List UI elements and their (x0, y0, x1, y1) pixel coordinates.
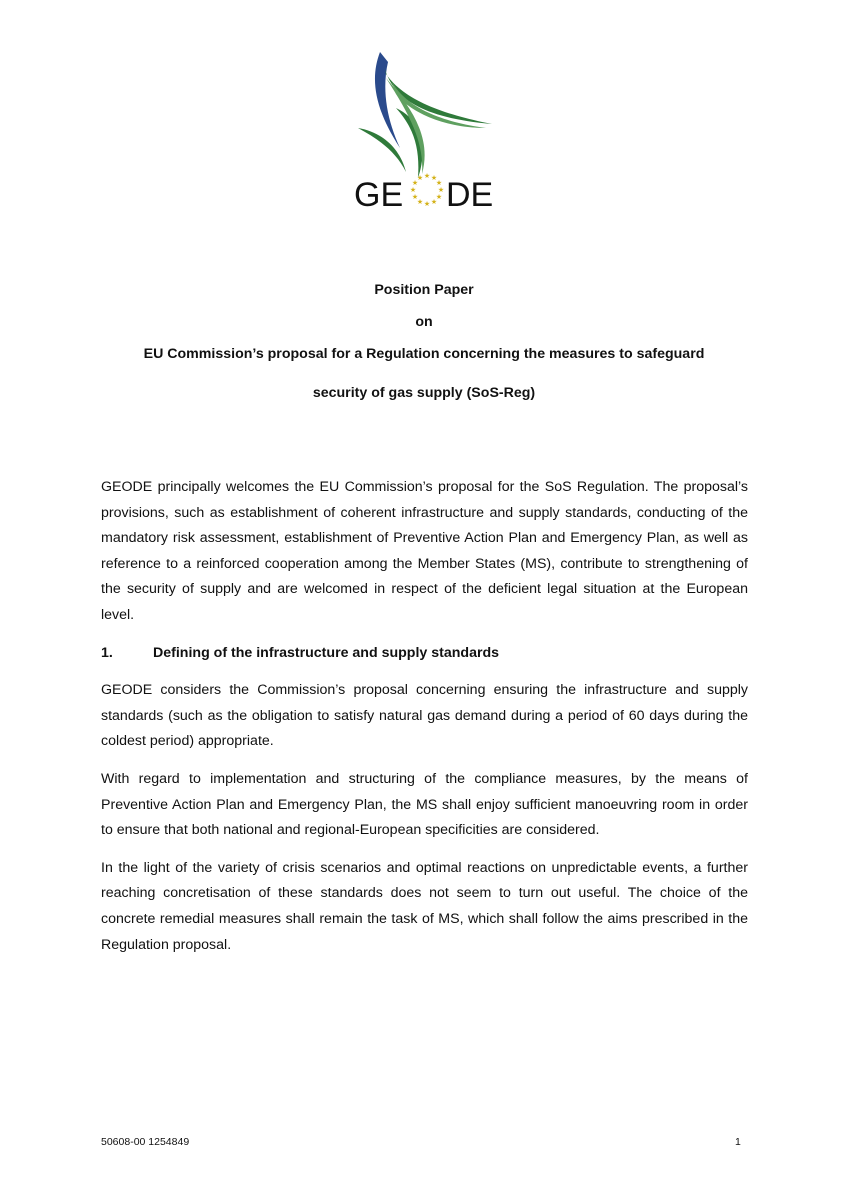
logo-letters-ge: GE (354, 176, 404, 213)
geode-logo (352, 48, 497, 213)
title-line-subject-cont: security of gas supply (SoS-Reg) (312, 385, 536, 401)
logo-blue-leaf (375, 52, 400, 148)
section-1-paragraph: GEODE considers the Commission’s proposal concerning ensuring the infrastructure and supply standards (such as the obligation to satisfy natural gas demand during a period of 60 days during the coldest period) appropriate. (101, 682, 748, 750)
section-title: Defining of the infrastructure and supply standards (153, 644, 500, 661)
star-icon: ★ (423, 172, 431, 180)
star-icon: ★ (435, 179, 443, 187)
section-number: 1. (101, 644, 113, 661)
star-icon: ★ (411, 193, 419, 201)
star-icon: ★ (416, 198, 424, 206)
title-block (100, 278, 748, 405)
footer-doc-id: 50608-00 1254849 (101, 1136, 190, 1148)
logo-star-ring (410, 172, 444, 208)
title-line-subject: EU Commission’s proposal for a Regulation concerning the measures to safeguard (143, 346, 705, 362)
star-icon: ★ (435, 193, 443, 201)
title-line-on: on (415, 314, 433, 330)
document-body (101, 475, 748, 958)
star-icon: ★ (430, 198, 438, 206)
section-1-paragraph: With regard to implementation and structuring of the compliance measures, by the means of Preventive Action Plan and Emergency Plan, the MS shall enjoy sufficient manoeuvring room in order to ensure that both national and regional-European specificities are considered. (101, 770, 748, 839)
intro-paragraph: GEODE principally welcomes the EU Commission’s proposal for the SoS Regulation. The proposal’s provisions, such as establishment of coherent infrastructure and supply standards, conducting of the mandatory risk assessment, establishment of Preventive Action Plan and Emergency Plan, as well as reference to a reinforced cooperation among the Member States (MS), contribute to strengthening of the security of supply and are welcomed in respect of the deficient legal situation at the European level. (101, 479, 748, 623)
logo-mid-leaf (396, 108, 423, 178)
star-icon: ★ (430, 174, 438, 182)
star-icon: ★ (409, 186, 417, 194)
title-line-position-paper: Position Paper (374, 282, 474, 298)
section-1-heading (101, 641, 748, 667)
logo-left-leaf (358, 128, 406, 172)
section-1-paragraph: In the light of the variety of crisis scenarios and optimal reactions on unpredictable events, a further reaching concretisation of these standards does not seem to turn out useful. The choice of the concrete remedial measures shall remain the task of MS, which shall follow the aims prescribed in the Regulation proposal. (101, 859, 748, 953)
footer-page-number: 1 (735, 1136, 741, 1148)
star-icon: ★ (411, 179, 419, 187)
star-icon: ★ (423, 200, 431, 208)
star-icon: ★ (416, 174, 424, 182)
star-icon: ★ (437, 186, 445, 194)
logo-letters-de: DE (446, 176, 494, 213)
